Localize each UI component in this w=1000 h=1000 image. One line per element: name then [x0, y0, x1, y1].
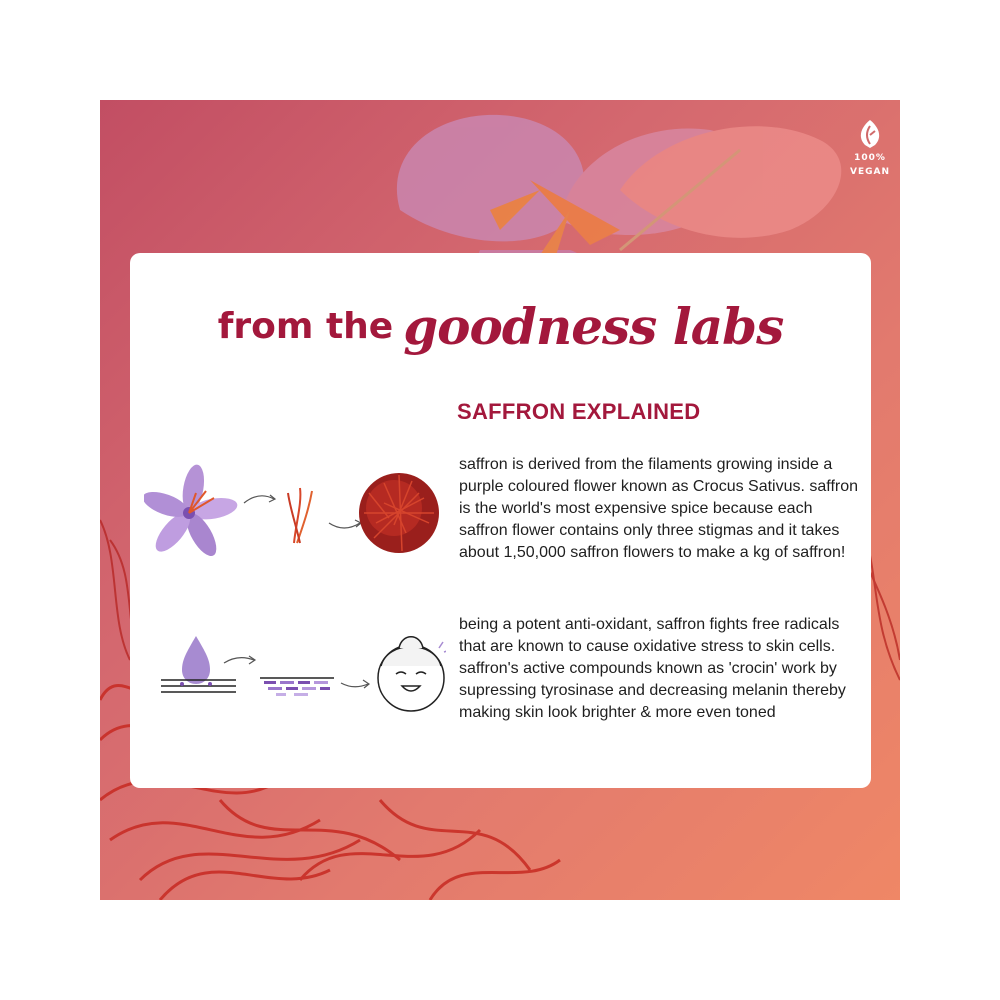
- serum-drop-on-skin-icon: [161, 636, 236, 692]
- arrow-icon: [341, 680, 369, 688]
- vegan-badge: [840, 118, 900, 178]
- paragraph-benefits: being a potent anti-oxidant, saffron fights free radicals that are known to cause oxidative stress to skin cells. saffron's active compounds known as 'crocin' work by supressing tyrosinase and decreasing melanin thereby making skin look brighter & more even toned: [459, 616, 846, 721]
- happy-face-icon: [378, 637, 446, 711]
- headline-plain: from the: [217, 306, 394, 347]
- saffron-origin-illustration: [144, 463, 444, 563]
- info-card: [130, 253, 871, 788]
- skin-benefit-illustration: [156, 628, 446, 723]
- vegan-label: VEGAN: [850, 167, 890, 177]
- arrow-icon: [329, 520, 361, 528]
- headline: [130, 297, 871, 356]
- saffron-pile-icon: [359, 473, 439, 553]
- paragraph-origin: saffron is derived from the filaments growing inside a purple coloured flower known as Crocus Sativus. saffron is the world's most expensive spice because each saffron flower contains only three stigmas and it takes about 1,50,000 saffron flowers to make a kg of saffron!: [459, 456, 859, 561]
- product-banner: [100, 100, 900, 900]
- arrow-icon: [244, 495, 275, 503]
- leaf-icon: [855, 118, 885, 150]
- saffron-stigma-icon: [288, 488, 312, 543]
- section-title: SAFFRON EXPLAINED: [457, 399, 701, 424]
- headline-script: goodness labs: [403, 297, 784, 356]
- skin-layers-icon: [260, 678, 334, 696]
- vegan-percent: 100%: [854, 153, 886, 163]
- crocus-flower-icon: [144, 463, 239, 560]
- arrow-icon: [224, 656, 255, 664]
